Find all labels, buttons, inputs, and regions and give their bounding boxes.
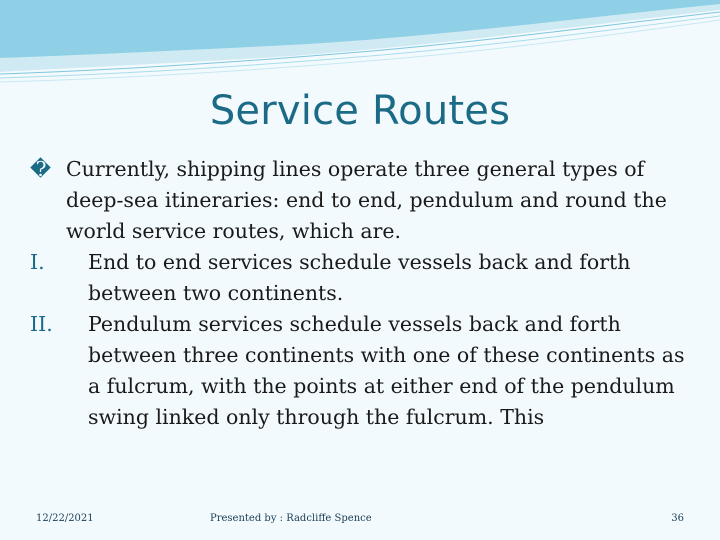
footer-date: 12/22/2021 [36,513,94,524]
list-item-2 [30,309,690,433]
intro-paragraph [30,154,690,247]
header-wave-decoration [0,0,720,90]
slide-title: Service Routes [209,88,511,134]
list-item-text: End to end services schedule vessels back and forth between two continents. [88,250,631,305]
list-item-number: II. [30,312,53,336]
list-item-text: Pendulum services schedule vessels back and forth between three continents with one of these continents as a fulcrum, with the points at either end of the pendulum swing linked only through the fulcrum. This [88,312,685,429]
list-item-1 [30,247,690,309]
footer-page-number: 36 [671,513,684,524]
intro-text: Currently, shipping lines operate three general types of deep-sea itineraries: end to end, pendulum and round the world service routes, which are. [66,157,667,243]
slide-body [30,154,690,433]
bullet-glyph: � [30,157,52,181]
footer-presenter: Presented by : Radcliffe Spence [210,513,372,524]
list-item-number: I. [30,250,45,274]
